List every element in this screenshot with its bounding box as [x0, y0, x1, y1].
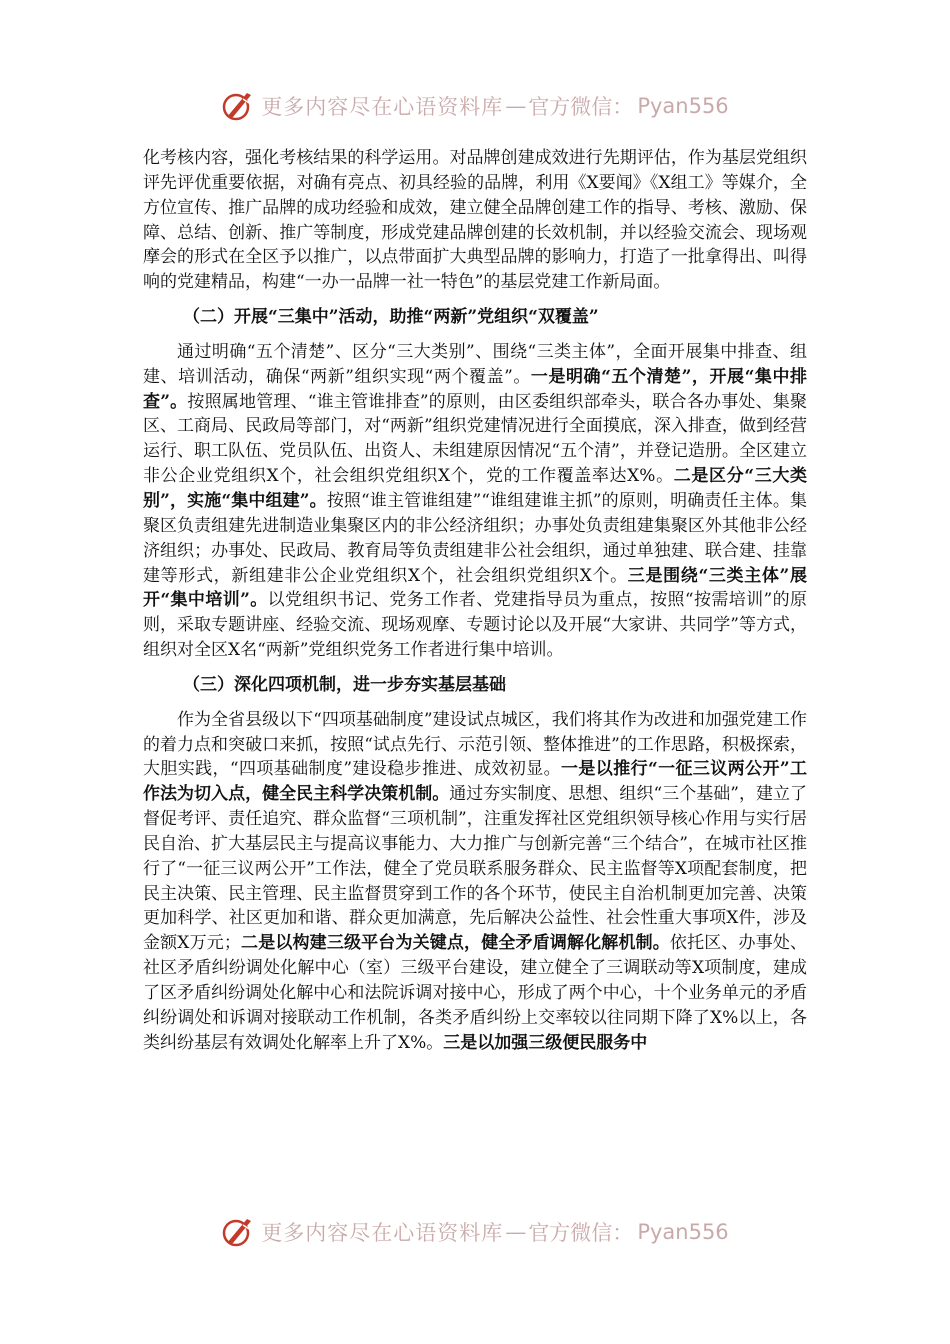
banner-wechat-id: Pyan556 [637, 94, 729, 118]
bold-run: 三是以加强三级便民服务中 [443, 1032, 648, 1053]
paragraph-section-2 [143, 340, 807, 663]
header-watermark-banner [0, 84, 950, 128]
quill-logo-icon [221, 1215, 255, 1249]
text-run: 按照“谁主管谁组建”“谁组建谁主抓”的原则，明确责任主体。集聚区负责组建先进制造业集聚区内的非公经济组织；办事处负责组建集聚区外其他非公经济组织；办事处、民政局、教育局等负责组建非公社会组织，通过单独建、联合建、挂靠建等形式，新组建非公企业党组织X个，社会组织党组织X个。 [143, 490, 807, 586]
document-body [143, 146, 807, 1056]
banner-wechat-id: Pyan556 [637, 1220, 729, 1244]
banner-subtitle: 官方微信： [528, 95, 634, 119]
paragraph-continued: 化考核内容，强化考核结果的科学运用。对品牌创建成效进行先期评估，作为基层党组织评先评优重要依据，对确有亮点、初具经验的品牌，利用《X要闻》《X组工》等媒介，全方位宣传、推广品牌的成功经验和成效，建立健全品牌创建工作的指导、考核、激励、保障、总结、创新、推广等制度，形成党建品牌创建的长效机制，并以经验交流会、现场观摩会的形式在全区予以推广，以点带面扩大典型品牌的影响力，打造了一批拿得出、叫得响的党建精品，构建“一办一品牌一社一特色”的基层党建工作新局面。 [143, 148, 807, 293]
paragraph-section-3 [143, 708, 807, 1056]
text-run: 作为全省县级以下“四项基础制度”建设试点城区，我们将其作为改进和加强党建工作的着力点和突破口来抓，按照“试点先行、示范引领、整体推进”的工作思路，积极探索，大胆实践，“四项基础制度”建设稳步推进、成效初显。 [143, 709, 807, 780]
text-run: 以党组织书记、党务工作者、党建指导员为重点，按照“按需培训”的原则，采取专题讲座、经验交流、现场观摩、专题讨论以及开展“大家讲、共同学”等方式，组织对全区X名“两新”党组织党务工作者进行集中培训。 [143, 590, 807, 661]
banner-title: 更多内容尽在心语资料库 [261, 95, 504, 119]
banner-subtitle: 官方微信： [528, 1221, 634, 1245]
banner-title: 更多内容尽在心语资料库 [261, 1221, 504, 1245]
text-run: 通过明确“五个清楚”、区分“三大类别”、围绕“三类主体”，全面开展集中排查、组建、培训活动，确保“两新”组织实现“两个覆盖”。 [143, 341, 807, 387]
bold-run: 一是明确“五个清楚”，开展“集中排查”。 [143, 366, 807, 412]
section-heading-3: （三）深化四项机制，进一步夯实基层基础 [183, 674, 506, 695]
banner-dash: — [505, 1220, 527, 1244]
text-run: 依托区、办事处、社区矛盾纠纷调处化解中心（室）三级平台建设，建立健全了三调联动等X项制度，建成了区矛盾纠纷调处化解中心和法院诉调对接中心，形成了两个中心，十个业务单元的矛盾纠纷调处和诉调对接联动工作机制，各类矛盾纠纷上交率较以往同期下降了X%以上，各类纠纷基层有效调处化解率上升了X%。 [143, 933, 808, 1053]
bold-run: 二是以构建三级平台为关键点，健全矛盾调解化解机制。 [240, 933, 670, 954]
quill-logo-icon [221, 89, 255, 123]
banner-dash: — [505, 94, 527, 118]
text-run: 通过夯实制度、思想、组织“三个基础”，建立了督促考评、责任追究、群众监督“三项机制”，注重发挥社区党组织领导核心作用与实行居民自治、扩大基层民主与提高议事能力、大力推广与创新完善“三个结合”，在城市社区推行了“一征三议两公开”工作法，健全了党员联系服务群众、民主监督等X项配套制度，把民主决策、民主管理、民主监督贯穿到工作的各个环节，使民主自治机制更加完善、决策更加科学、社区更加和谐、群众更加满意，先后解决公益性、社会性重大事项X件，涉及金额X万元； [143, 784, 807, 954]
bold-run: 一是以推行“一征三议两公开”工作法为切入点，健全民主科学决策机制。 [143, 759, 807, 805]
text-run: 按照属地管理、“谁主管谁排查”的原则，由区委组织部牵头，联合各办事处、集聚区、工商局、民政局等部门，对“两新”组织党建情况进行全面摸底，深入排查，做到经营运行、职工队伍、党员队伍、出资人、未组建原因情况“五个清”，并登记造册。全区建立非公企业党组织X个，社会组织党组织X个，党的工作覆盖率达X%。 [143, 391, 807, 487]
bold-run: 二是区分“三大类别”，实施“集中组建”。 [143, 466, 807, 511]
footer-watermark-banner [0, 1210, 950, 1254]
section-heading-2: （二）开展“三集中”活动，助推“两新”党组织“双覆盖” [183, 307, 599, 328]
bold-run: 三是围绕“三类主体”展开“集中培训”。 [143, 565, 807, 611]
